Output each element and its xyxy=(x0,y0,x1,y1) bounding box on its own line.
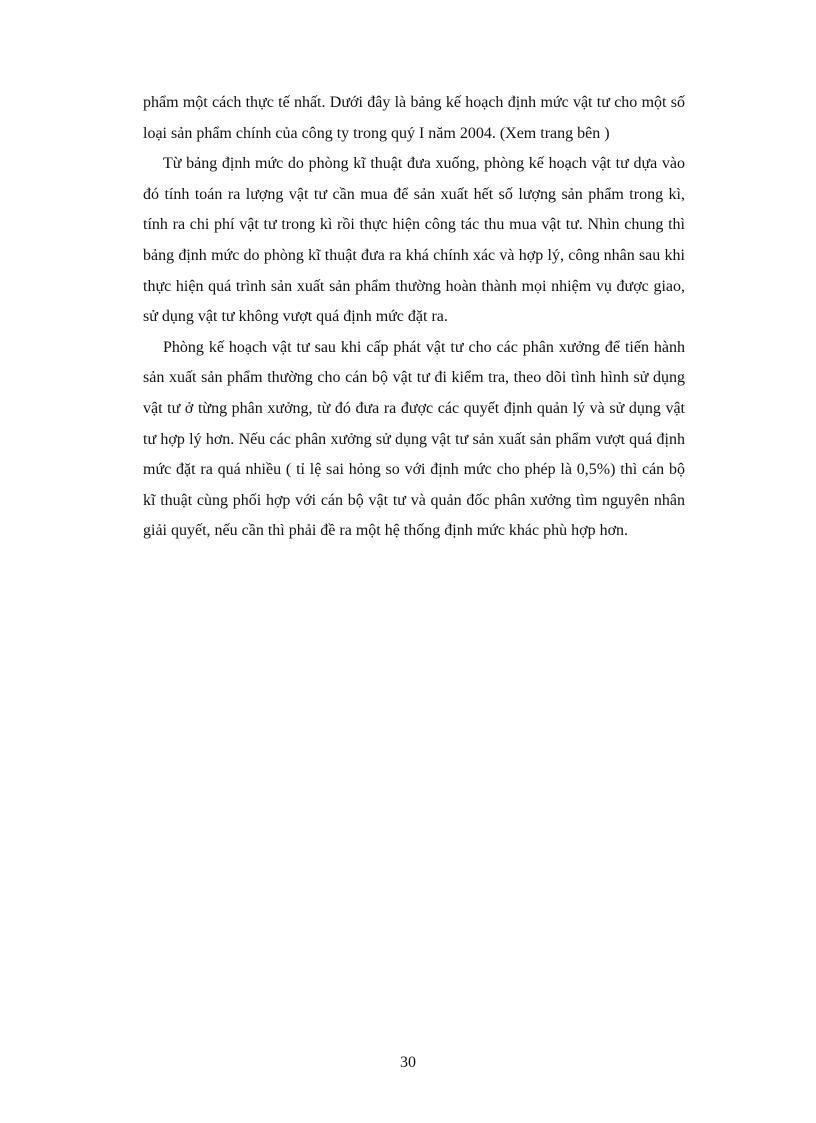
paragraph-material-norms: Từ bảng định mức do phòng kĩ thuật đưa xuống, phòng kế hoạch vật tư dựa vào đó tính toán ra lượng vật tư cần mua để sản xuất hết số lượng sản phẩm trong kì, tính ra chi phí vật tư trong kì rồi thực hiện công tác thu mua vật tư. Nhìn chung thì bảng định mức do phòng kĩ thuật đưa ra khá chính xác và hợp lý, công nhân sau khi thực hiện quá trình sản xuất sản phẩm thường hoàn thành mọi nhiệm vụ được giao, sử dụng vật tư không vượt quá định mức đặt ra. xyxy=(143,155,685,326)
paragraph-material-monitoring: Phòng kế hoạch vật tư sau khi cấp phát vật tư cho các phân xưởng để tiến hành sản xuất sản phẩm thường cho cán bộ vật tư đi kiểm tra, theo dõi tình hình sử dụng vật tư ở từng phân xưởng, từ đó đưa ra được các quyết định quản lý và sử dụng vật tư hợp lý hơn. Nếu các phân xưởng sử dụng vật tư sản xuất sản phẩm vượt quá định mức đặt ra quá nhiều ( tỉ lệ sai hỏng so với định mức cho phép là 0,5%) thì cán bộ kĩ thuật cùng phối hợp với cán bộ vật tư và quản đốc phân xưởng tìm nguyên nhân giải quyết, nếu cần thì phải đề ra một hệ thống định mức khác phù hợp hơn. xyxy=(143,338,685,540)
body-text xyxy=(143,88,685,547)
page-number: 30 xyxy=(400,1054,416,1071)
paragraph-continuation: phẩm một cách thực tế nhất. Dưới đây là bảng kế hoạch định mức vật tư cho một số loại sản phẩm chính của công ty trong quý I năm 2004. (Xem trang bên ) xyxy=(143,94,685,142)
